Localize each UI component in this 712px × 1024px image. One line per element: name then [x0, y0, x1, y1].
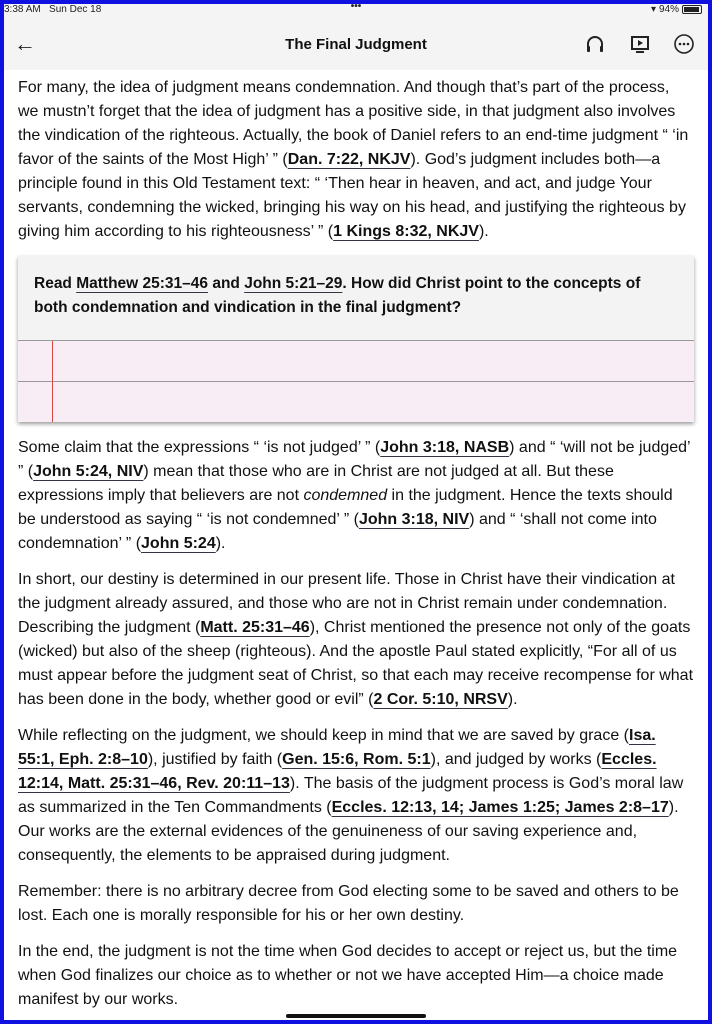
battery-icon: [682, 5, 702, 14]
text-run: ) and “ ‘shall not come into condemnation’ ” (: [18, 511, 657, 552]
text-run: in the judgment. Hence the texts should be understood as saying “ ‘is not condemned’ ” (: [18, 487, 673, 528]
text-run: and: [208, 275, 245, 292]
text-run: For many, the idea of judgment means condemnation. And though that’s part of the process, we mustn’t forget that the idea of judgment has a positive side, in that judgment also involves the vindication of the righteous. Actually, the book of Daniel refers to an end-time judgment “ ‘in favor of the saints of the Most High’ ” (: [18, 79, 689, 168]
scripture-link[interactable]: Gen. 15:6, Rom. 5:1: [282, 751, 431, 768]
lesson-content: [4, 70, 708, 1012]
scripture-link[interactable]: 2 Cor. 5:10, NRSV: [373, 691, 508, 708]
text-run: Read: [34, 275, 77, 292]
text-run: ).: [507, 691, 518, 708]
app-window: [4, 4, 708, 1020]
scripture-link[interactable]: Eccles. 12:13, 14; James 1:25; James 2:8–17: [331, 799, 669, 816]
text-run: . How did Christ point to the concepts of both condemnation and vindication in the final judgment?: [34, 275, 641, 316]
paragraph: [18, 940, 694, 1012]
scripture-link[interactable]: John 3:18, NASB: [380, 439, 510, 456]
text-run: In short, our destiny is determined in our present life. Those in Christ have their vindication at the judgment already assured, and those who are not in Christ remain under condemnation. Describing the judgment (: [18, 571, 675, 636]
paragraphs-intro: [18, 76, 694, 244]
text-run: ), justified by faith (: [147, 751, 283, 768]
text-run: While reflecting on the judgment, we should keep in mind that we are saved by grace (: [18, 727, 629, 744]
text-run: In the end, the judgment is not the time when God decides to accept or reject us, but the time when God finalizes our choice as to whether or not we have accepted Him—a choice made manifest by our works.: [18, 943, 678, 1008]
text-run: Some claim that the expressions “ ‘is not judged’ ” (: [18, 439, 381, 456]
wifi-icon: ▾: [650, 4, 656, 15]
text-run: Remember: there is no arbitrary decree from God electing some to be saved and others to be lost. Each one is morally responsible for his or her own destiny.: [18, 883, 679, 924]
paragraph: [18, 436, 694, 556]
status-time: 3:38 AM Sun Dec 18: [4, 4, 102, 15]
status-bar: [4, 4, 708, 18]
nav-bar: [4, 18, 708, 70]
scripture-link[interactable]: Dan. 7:22, NKJV: [287, 151, 411, 168]
scripture-link[interactable]: Eccles. 12:14, Matt. 25:31–46, Rev. 20:11–13: [18, 751, 657, 792]
text-run: ) mean that those who are in Christ are not judged at all. But these expressions imply that believers are not: [18, 463, 614, 504]
page-title: The Final Judgment: [285, 35, 427, 53]
home-indicator[interactable]: [286, 1014, 426, 1018]
scripture-link[interactable]: Isa. 55:1, Eph. 2:8–10: [18, 727, 656, 768]
scripture-link[interactable]: John 3:18, NIV: [358, 511, 470, 528]
play-screen-icon[interactable]: [629, 33, 651, 55]
question-box: [18, 256, 694, 422]
paragraph: [18, 76, 694, 244]
text-run: ).: [215, 535, 226, 552]
question-text: [18, 256, 694, 340]
scripture-link[interactable]: John 5:21–29: [244, 275, 343, 292]
text-run: ), and judged by works (: [430, 751, 602, 768]
text-run: ). Our works are the external evidences of the genuineness of our saving experience and, consequently, the elements to be appraised during judgment.: [18, 799, 679, 864]
paragraph: [18, 880, 694, 928]
scripture-link[interactable]: John 5:24, NIV: [33, 463, 144, 480]
scripture-link[interactable]: Matthew 25:31–46: [76, 275, 209, 292]
scripture-link[interactable]: John 5:24: [141, 535, 216, 552]
paragraph: [18, 724, 694, 868]
text-run: ), Christ mentioned the presence not only of the goats (wicked) but also of the sheep (righteous). And the apostle Paul stated explicitly, “For all of us must appear before the judgment seat of Christ, so that each may receive recompense for what has been done in the body, whether good or evil” (: [18, 619, 694, 708]
battery-percent: 94%: [658, 4, 679, 15]
text-run: ).: [478, 223, 489, 240]
paragraph: [18, 568, 694, 712]
back-arrow-icon[interactable]: ←: [14, 31, 36, 56]
paragraphs-body: [18, 436, 694, 1012]
more-icon[interactable]: [673, 33, 695, 55]
text-run: ). God’s judgment includes both—a principle found in this Old Testament text: “ ‘Then hear in heaven, and act, and judge Your servants, condemning the wicked, bringing his way on his head, and justifying the righteous by giving him according to his righteousness’ ” (: [18, 151, 686, 240]
multitask-dots[interactable]: •••: [350, 4, 362, 12]
text-run: ). The basis of the judgment process is God’s moral law as summarized in the Ten Commandments (: [18, 775, 684, 816]
text-run: ) and “ ‘will not be judged’ ” (: [18, 439, 690, 480]
text-run: condemned: [303, 487, 388, 504]
answer-input[interactable]: [18, 340, 694, 422]
scripture-link[interactable]: Matt. 25:31–46: [200, 619, 310, 636]
scripture-link[interactable]: 1 Kings 8:32, NKJV: [333, 223, 479, 240]
headphones-icon[interactable]: [584, 33, 606, 55]
